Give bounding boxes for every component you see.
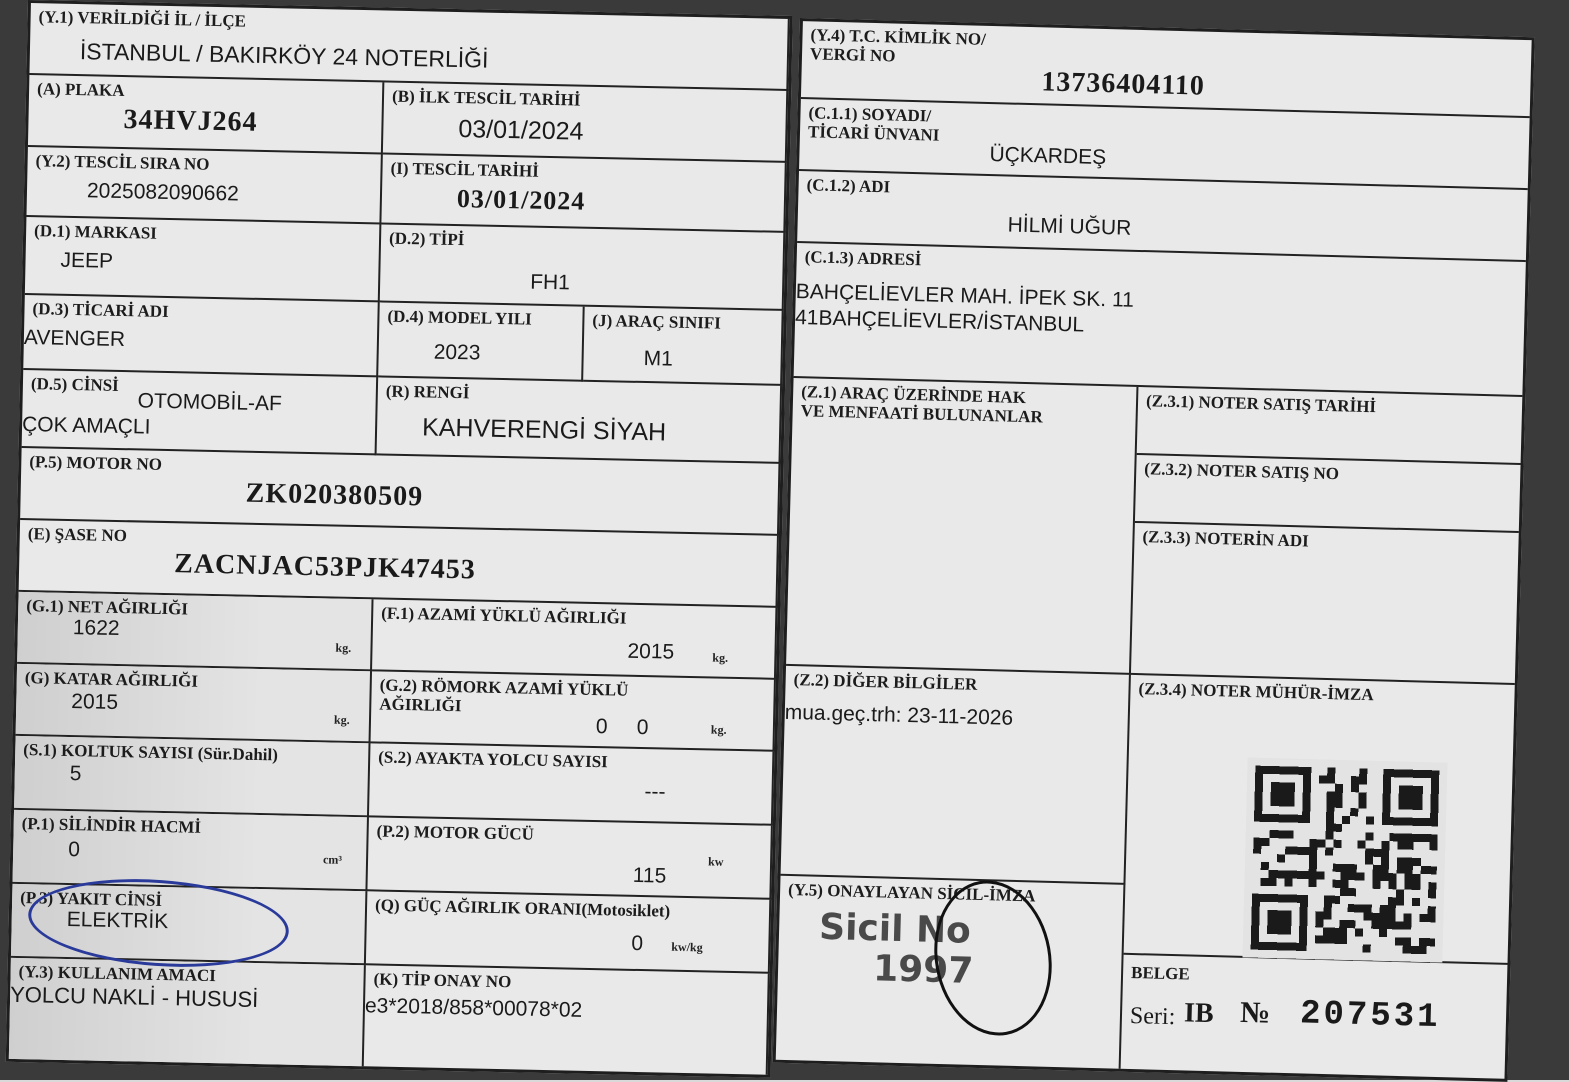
label-train-weight: (G) KATAR AĞIRLIĞI <box>24 668 199 691</box>
label-rights-holders: (Z.1) ARAÇ ÜZERİNDE HAK VE MENFAATİ BULUNANLAR <box>800 382 1043 427</box>
field-plate <box>28 75 384 154</box>
unit-engine-power: kw <box>707 854 724 869</box>
label-notary-sale-date: (Z.3.1) NOTER SATIŞ TARİHİ <box>1145 391 1377 417</box>
label-max-laden: (F.1) AZAMİ YÜKLÜ AĞIRLIĞI <box>381 603 627 628</box>
label-first-registration: (B) İLK TESCİL TARİHİ <box>391 86 581 110</box>
field-net-weight <box>17 592 373 671</box>
field-address <box>794 243 1526 397</box>
number-sign: № <box>1239 995 1271 1030</box>
label-notary-name: (Z.3.3) NOTERİN ADI <box>1142 527 1309 551</box>
value-usage: YOLCU NAKLİ - HUSUSİ <box>9 981 259 1013</box>
field-type <box>380 224 786 310</box>
value-standing: --- <box>644 780 666 804</box>
value-plate: 34HVJ264 <box>123 104 258 138</box>
qr-code-icon <box>1242 757 1447 962</box>
stamp-sicil-number: 1997 <box>872 948 974 992</box>
label-brand: (D.1) MARKASI <box>33 221 158 243</box>
value-surname: ÜÇKARDEŞ <box>989 143 1107 170</box>
unit-train-weight: kg. <box>333 712 350 727</box>
value-tax-id: 13736404110 <box>1041 66 1206 102</box>
field-cylinder <box>12 810 368 891</box>
value-serial: IB <box>1183 997 1215 1030</box>
value-engine-no: ZK020380509 <box>245 477 424 513</box>
value-max-laden: 2015 <box>627 639 675 664</box>
unit-net-weight: kg. <box>335 640 352 655</box>
field-train-weight <box>16 664 372 743</box>
field-type-approval <box>364 965 770 1074</box>
field-vehicle-class <box>583 307 784 386</box>
label-address: (C.1.3) ADRESİ <box>804 247 922 270</box>
field-model-year <box>378 302 585 381</box>
value-type-approval: e3*2018/858*00078*02 <box>364 994 583 1022</box>
value-type: FH1 <box>529 270 571 295</box>
value-trade-name: AVENGER <box>23 325 126 352</box>
field-power-weight <box>366 891 771 973</box>
value-cylinder: 0 <box>67 838 81 862</box>
label-notary-seal: (Z.3.4) NOTER MÜHÜR-İMZA <box>1138 679 1374 705</box>
field-notary-sale-date <box>1137 387 1523 465</box>
value-trailer-max: 0 0 <box>595 715 649 740</box>
value-fuel: ELEKTRİK <box>66 908 169 934</box>
value-name: HİLMİ UĞUR <box>1007 213 1132 240</box>
value-province: İSTANBUL / BAKIRKÖY 24 NOTERLİĞİ <box>79 38 489 73</box>
label-standing: (S.2) AYAKTA YOLCU SAYISI <box>378 747 608 772</box>
label-serial: Seri: <box>1129 1002 1176 1031</box>
value-registration-date: 03/01/2024 <box>456 184 586 216</box>
field-notary-name <box>1131 523 1519 685</box>
label-kind: (D.5) CİNSİ <box>30 374 119 395</box>
value-vehicle-class: M1 <box>643 346 674 371</box>
label-surname: (C.1.1) SOYADI/ TİCARİ ÜNVANI <box>807 103 940 145</box>
label-notary-sale-no: (Z.3.2) NOTER SATIŞ NO <box>1144 459 1340 484</box>
label-other-info: (Z.2) DİĞER BİLGİLER <box>793 670 978 694</box>
value-other-info: mua.geç.trh: 23-11-2026 <box>784 700 1014 730</box>
field-max-laden <box>372 599 777 679</box>
label-trailer-max: (G.2) RÖMORK AZAMİ YÜKLÜ AĞIRLIĞI <box>379 675 629 716</box>
label-document: BELGE <box>1130 962 1190 984</box>
field-standing <box>369 743 774 825</box>
value-power-weight: 0 <box>631 931 644 956</box>
field-color <box>377 377 783 463</box>
unit-cylinder: cm³ <box>322 852 343 867</box>
label-type: (D.2) TİPİ <box>388 228 465 250</box>
value-seats: 5 <box>69 762 82 786</box>
label-trade-name: (D.3) TİCARİ ADI <box>32 299 169 322</box>
value-color: KAHVERENGİ SİYAH <box>421 413 667 447</box>
value-model-year: 2023 <box>433 340 481 365</box>
field-kind <box>22 370 379 455</box>
value-engine-power: 115 <box>632 863 667 888</box>
label-net-weight: (G.1) NET AĞIRLIĞI <box>26 596 189 619</box>
field-rights-holders <box>786 378 1138 675</box>
label-seats: (S.1) KOLTUK SAYISI (Sür.Dahil) <box>23 740 279 765</box>
stamp-sicil: Sicil No <box>818 906 972 952</box>
label-fuel: (P.3) YAKIT CİNSİ <box>20 888 163 911</box>
value-kind: OTOMOBİL-AF <box>137 389 283 416</box>
field-trailer-max <box>371 671 776 751</box>
label-approver: (Y.5) ONAYLAYAN SİCİL-İMZA <box>787 879 1036 906</box>
value-kind-2: ÇOK AMAÇLI <box>21 412 151 439</box>
field-registration-seq <box>26 147 382 224</box>
value-first-registration: 03/01/2024 <box>458 115 584 146</box>
field-other-info <box>781 666 1131 885</box>
label-engine-no: (P.5) MOTOR NO <box>29 452 163 474</box>
value-train-weight: 2015 <box>71 690 119 715</box>
label-chassis-no: (E) ŞASE NO <box>27 524 128 546</box>
label-power-weight: (Q) GÜÇ AĞIRLIK ORANI(Motosiklet) <box>374 895 671 921</box>
label-name: (C.1.2) ADI <box>806 175 891 197</box>
label-color: (R) RENGİ <box>385 381 470 403</box>
label-usage: (Y.3) KULLANIM AMACI <box>18 962 217 986</box>
label-plate: (A) PLAKA <box>36 79 125 101</box>
field-engine-power <box>367 817 772 899</box>
field-brand <box>25 217 382 302</box>
label-registration-seq: (Y.2) TESCİL SIRA NO <box>35 151 210 174</box>
label-cylinder: (P.1) SİLİNDİR HACMİ <box>21 814 202 837</box>
label-engine-power: (P.2) MOTOR GÜCÜ <box>376 821 535 844</box>
value-chassis-no: ZACNJAC53PJK47453 <box>173 548 477 586</box>
field-seats <box>14 736 370 817</box>
label-type-approval: (K) TİP ONAY NO <box>373 969 512 992</box>
value-document-number: 207531 <box>1299 995 1441 1038</box>
value-brand: JEEP <box>60 248 114 273</box>
field-trade-name <box>23 295 379 377</box>
unit-max-laden: kg. <box>712 650 729 665</box>
label-registration-date: (I) TESCİL TARİHİ <box>390 158 540 181</box>
value-net-weight: 1622 <box>72 616 120 641</box>
label-vehicle-class: (J) ARAÇ SINIFI <box>592 310 722 333</box>
field-notary-sale-no <box>1135 455 1521 533</box>
value-registration-seq: 2025082090662 <box>86 179 240 206</box>
field-document-serial <box>1121 955 1508 1079</box>
value-address: BAHÇELİEVLER MAH. İPEK SK. 11 41BAHÇELİEVLER/İSTANBUL <box>794 279 1135 337</box>
label-model-year: (D.4) MODEL YILI <box>387 306 532 329</box>
label-tax-id: (Y.4) T.C. KİMLİK NO/ VERGİ NO <box>809 25 987 66</box>
unit-trailer-max: kg. <box>710 722 727 737</box>
unit-power-weight: kw/kg <box>671 939 703 955</box>
field-usage <box>9 958 366 1066</box>
field-registration-date <box>381 154 786 232</box>
label-y1: (Y.1) VERİLDİĞİ İL / İLÇE <box>38 7 247 31</box>
field-first-registration <box>383 82 788 162</box>
